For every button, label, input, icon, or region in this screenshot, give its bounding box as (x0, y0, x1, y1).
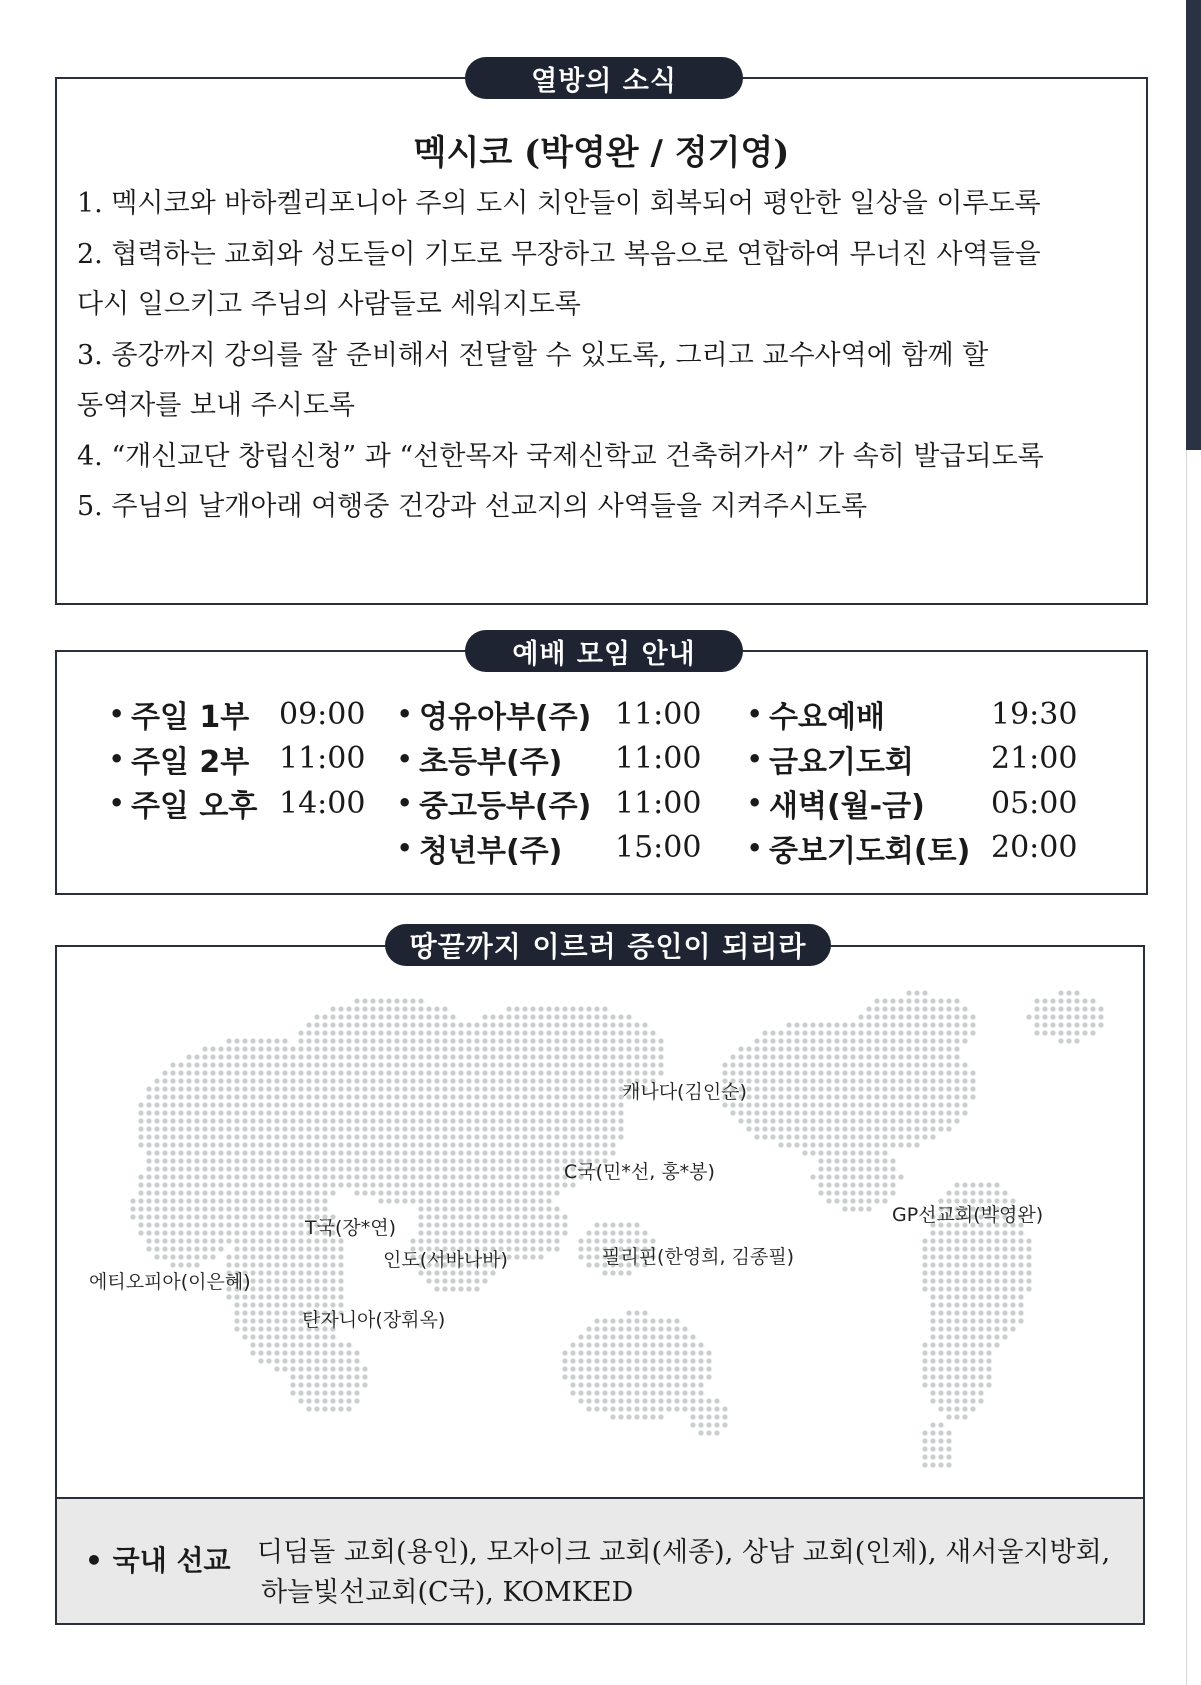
map-label-gp-mission: GP선교회(박영완) (892, 1204, 1044, 1226)
mission-title-pill: 땅끝까지 이르러 증인이 되리라 (385, 924, 831, 966)
worship-item: • 금요기도회 21:00 (747, 737, 1077, 782)
news-line: 다시 일으키고 주님의 사람들로 세워지도록 (77, 289, 581, 320)
worship-time: 21:00 (991, 741, 1078, 777)
domestic-mission-list (257, 1533, 1127, 1613)
worship-name: 청년부(주) (419, 833, 563, 869)
worship-title-pill: 예배 모임 안내 (465, 630, 743, 672)
worship-item: • 청년부(주) 15:00 (397, 826, 701, 871)
worship-time: 09:00 (279, 696, 366, 732)
worship-time: 05:00 (991, 785, 1078, 821)
worship-column (747, 692, 1077, 870)
domestic-line: 하늘빛선교회(C국), KOMKED (261, 1577, 634, 1608)
worship-item: • 중고등부(주) 11:00 (397, 781, 701, 826)
worship-time: 14:00 (279, 785, 366, 821)
worship-name: 중고등부(주) (419, 789, 592, 825)
worship-name: 초등부(주) (419, 744, 563, 780)
worship-name: 새벽(월-금) (769, 789, 925, 825)
news-line: 1. 멕시코와 바하켈리포니아 주의 도시 치안들이 회복되어 평안한 일상을 이루도록 (77, 188, 1041, 219)
worship-time: 11:00 (615, 785, 702, 821)
worship-column (109, 692, 365, 826)
mission-box (55, 945, 1145, 1625)
map-label-tanzania: 탄자니아(장휘옥) (302, 1309, 446, 1331)
worship-item: • 새벽(월-금) 05:00 (747, 781, 1077, 826)
domestic-line: 디딤돌 교회(용인), 모자이크 교회(세종), 상남 교회(인제), 새서울지방회, (257, 1537, 1111, 1568)
page-edge-strip (1186, 0, 1201, 450)
map-label-philippines: 필리핀(한영희, 김종필) (602, 1246, 795, 1268)
worship-item: • 주일 2부 11:00 (109, 737, 365, 782)
map-label-c-country: C국(민*선, 홍*봉) (564, 1161, 715, 1183)
worship-item: • 주일 오후 14:00 (109, 781, 365, 826)
news-box (55, 77, 1148, 605)
worship-name: 중보기도회(토) (769, 833, 971, 869)
worship-time: 15:00 (615, 830, 702, 866)
worship-time: 19:30 (991, 696, 1078, 732)
worship-column (397, 692, 701, 870)
worship-time: 11:00 (615, 741, 702, 777)
map-label-india: 인도(서바나바) (383, 1249, 508, 1271)
worship-name: 수요예배 (769, 700, 885, 736)
worship-name: 주일 1부 (131, 700, 250, 736)
worship-item: • 중보기도회(토) 20:00 (747, 826, 1077, 871)
worship-name: 영유아부(주) (419, 700, 592, 736)
map-label-ethiopia: 에티오피아(이은혜) (89, 1271, 251, 1293)
worship-item: • 주일 1부 09:00 (109, 692, 365, 737)
worship-item: • 초등부(주) 11:00 (397, 737, 701, 782)
news-title-pill: 열방의 소식 (465, 57, 743, 99)
worship-name: 주일 오후 (131, 789, 258, 825)
news-line: 5. 주님의 날개아래 여행중 건강과 선교지의 사역들을 지켜주시도록 (77, 491, 868, 522)
page-edge-line (1186, 450, 1187, 1685)
news-list (77, 179, 1127, 533)
news-line: 4. “개신교단 창립신청” 과 “선한목자 국제신학교 건축허가서” 가 속히 발급되도록 (77, 440, 1044, 472)
worship-time: 11:00 (279, 741, 366, 777)
worship-item: • 수요예배 19:30 (747, 692, 1077, 737)
worship-item: • 영유아부(주) 11:00 (397, 692, 701, 737)
worship-box (55, 650, 1148, 895)
world-map (57, 947, 1143, 1497)
worship-name: 금요기도회 (769, 744, 914, 780)
news-line: 3. 종강까지 강의를 잘 준비해서 전달할 수 있도록, 그리고 교수사역에 함께 할 (77, 339, 989, 371)
domestic-mission-panel (57, 1497, 1143, 1623)
news-subtitle: 멕시코 (박영완 / 정기영) (413, 133, 790, 173)
map-label-canada: 캐나다(김인순) (622, 1081, 747, 1103)
domestic-mission-label: • 국내 선교 (85, 1544, 231, 1577)
worship-time: 11:00 (615, 696, 702, 732)
news-line: 동역자를 보내 주시도록 (77, 390, 355, 421)
map-label-t-country: T국(장*연) (305, 1217, 396, 1239)
news-line: 2. 협력하는 교회와 성도들이 기도로 무장하고 복음으로 연합하여 무너진 사역들을 (77, 238, 1041, 270)
worship-name: 주일 2부 (131, 744, 250, 780)
worship-time: 20:00 (991, 830, 1078, 866)
